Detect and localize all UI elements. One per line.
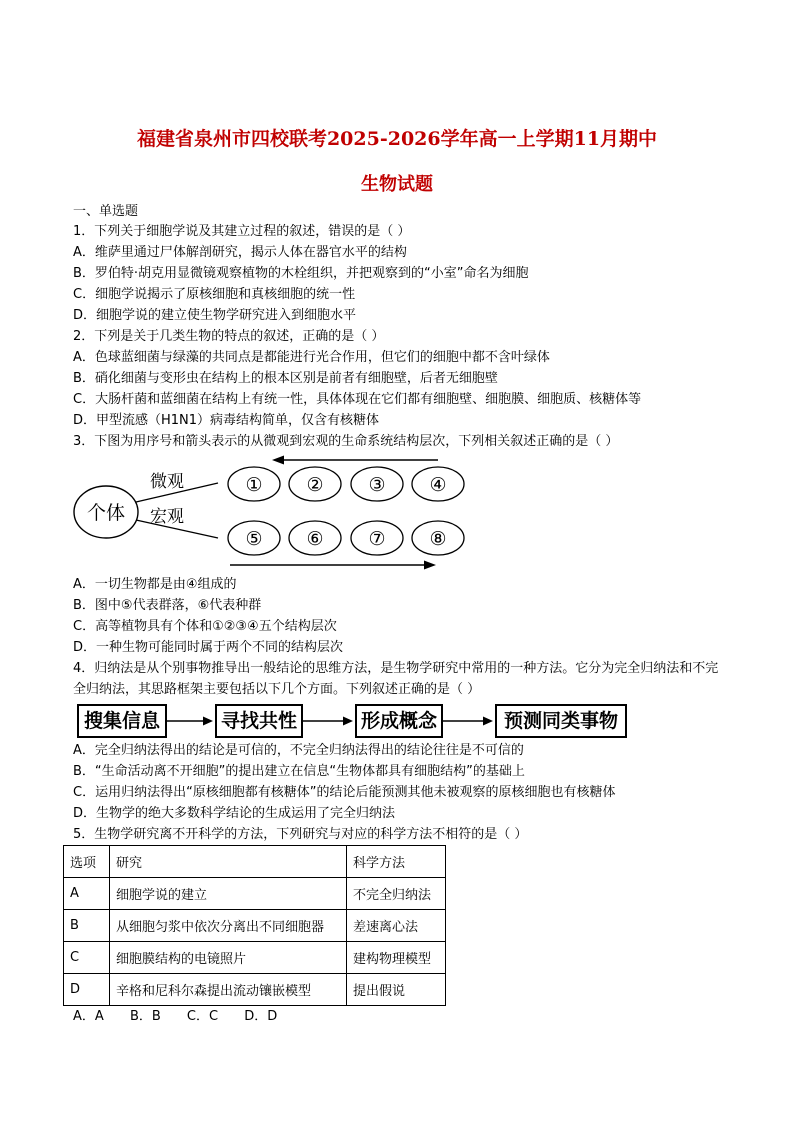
row-research: 辛格和尼科尔森提出流动镶嵌模型 — [110, 974, 347, 1006]
q3-stem: 3．下图为用序号和箭头表示的从微观到宏观的生命系统结构层次，下列相关叙述正确的是（ ） — [73, 434, 619, 449]
q3-option-a: A．一切生物都是由④组成的 — [73, 577, 237, 592]
life-system-diagram — [70, 452, 470, 574]
micro-label: 微观 — [150, 472, 184, 492]
q3-option-d: D．一种生物可能同时属于两个不同的结构层次 — [73, 640, 344, 655]
q2-option-d: D．甲型流感（H1N1）病毒结构简单，仅含有核糖体 — [73, 413, 380, 428]
q5-option-c: C．C — [186, 1009, 219, 1024]
top-node-row — [228, 467, 464, 501]
q4-stem: 4．归纳法是从个别事物推导出一般结论的思维方法，是生物学研究中常用的一种方法。它分为完全归纳法和不完全归纳法，其思路框架主要包括以下几个方面。下列叙述正确的是（ ） — [73, 661, 719, 697]
node-6-label: ⑥ — [306, 528, 324, 550]
q5-option-b: B．B — [129, 1009, 161, 1024]
q2-stem: 2．下列是关于几类生物的特点的叙述，正确的是（ ） — [73, 329, 385, 344]
arrow-left-icon — [272, 456, 284, 465]
table-row — [64, 974, 446, 1006]
exam-subtitle: 生物试题 — [361, 174, 433, 195]
row-research: 从细胞匀浆中依次分离出不同细胞器 — [110, 910, 347, 942]
row-method: 提出假说 — [347, 974, 446, 1006]
q2-option-c: C．大肠杆菌和蓝细菌在结构上有统一性，具体体现在它们都有细胞壁、细胞膜、细胞质、核糖体等 — [73, 392, 642, 407]
row-option: A — [64, 878, 110, 910]
q1-option-c: C．细胞学说揭示了原核细胞和真核细胞的统一性 — [73, 287, 356, 302]
q5-option-d: D．D — [244, 1009, 278, 1024]
q5-option-a: A．A — [73, 1009, 104, 1024]
macro-label: 宏观 — [150, 507, 184, 527]
q4-option-b: B．“生命活动离不开细胞”的提出建立在信息“生物体都具有细胞结构”的基础上 — [73, 764, 525, 779]
row-option: C — [64, 942, 110, 974]
arrow-right-icon — [303, 713, 355, 729]
arrow-right-icon — [424, 561, 436, 570]
row-research: 细胞膜结构的电镜照片 — [110, 942, 347, 974]
induction-flowchart — [73, 704, 633, 738]
header-method: 科学方法 — [347, 846, 446, 878]
exam-title: 福建省泉州市四校联考2025-2026学年高一上学期11月期中 — [136, 128, 658, 150]
table-header-row — [64, 846, 446, 878]
q2-option-a: A．色球蓝细菌与绿藻的共同点是都能进行光合作用，但它们的细胞中都不含叶绿体 — [73, 350, 550, 365]
flow-step-3: 形成概念 — [355, 704, 443, 738]
node-8-label: ⑧ — [429, 528, 447, 550]
node-7-label: ⑦ — [368, 528, 386, 550]
node-2-label: ② — [306, 474, 324, 496]
row-research: 细胞学说的建立 — [110, 878, 347, 910]
q5-options — [73, 1008, 299, 1026]
node-3-label: ③ — [368, 474, 386, 496]
node-4-label: ④ — [429, 474, 447, 496]
q5-stem: 5．生物学研究离不开科学的方法，下列研究与对应的科学方法不相符的是（ ） — [73, 827, 528, 842]
row-option: B — [64, 910, 110, 942]
table-row — [64, 942, 446, 974]
row-method: 建构物理模型 — [347, 942, 446, 974]
arrow-right-icon — [165, 713, 215, 729]
header-research: 研究 — [110, 846, 347, 878]
q4-option-d: D．生物学的绝大多数科学结论的生成运用了完全归纳法 — [73, 806, 396, 821]
header-option: 选项 — [64, 846, 110, 878]
row-method: 差速离心法 — [347, 910, 446, 942]
q1-option-d: D．细胞学说的建立使生物学研究进入到细胞水平 — [73, 308, 357, 323]
q1-option-b: B．罗伯特·胡克用显微镜观察植物的木栓组织，并把观察到的“小室”命名为细胞 — [73, 266, 529, 281]
q4-option-c: C．运用归纳法得出“原核细胞都有核糖体”的结论后能预测其他未被观察的原核细胞也有核糖体 — [73, 785, 616, 800]
q4-option-a: A．完全归纳法得出的结论是可信的，不完全归纳法得出的结论往往是不可信的 — [73, 743, 524, 758]
q3-option-b: B．图中⑤代表群落，⑥代表种群 — [73, 598, 262, 613]
bottom-node-row — [228, 521, 464, 555]
individual-label: 个体 — [86, 502, 126, 524]
arrow-right-icon — [443, 713, 495, 729]
row-option: D — [64, 974, 110, 1006]
q3-option-c: C．高等植物具有个体和①②③④五个结构层次 — [73, 619, 337, 634]
table-row — [64, 878, 446, 910]
flow-step-2: 寻找共性 — [215, 704, 303, 738]
node-5-label: ⑤ — [245, 528, 263, 550]
q1-option-a: A．维萨里通过尸体解剖研究，揭示人体在器官水平的结构 — [73, 245, 407, 260]
row-method: 不完全归纳法 — [347, 878, 446, 910]
q5-table — [63, 845, 446, 1006]
flow-step-1: 搜集信息 — [77, 704, 167, 738]
node-1-label: ① — [245, 474, 263, 496]
q1-stem: 1．下列关于细胞学说及其建立过程的叙述，错误的是（ ） — [73, 224, 411, 239]
table-row — [64, 910, 446, 942]
flow-step-4: 预测同类事物 — [495, 704, 627, 738]
q2-option-b: B．硝化细菌与变形虫在结构上的根本区别是前者有细胞壁，后者无细胞壁 — [73, 371, 498, 386]
section-heading: 一、单选题 — [73, 204, 139, 219]
